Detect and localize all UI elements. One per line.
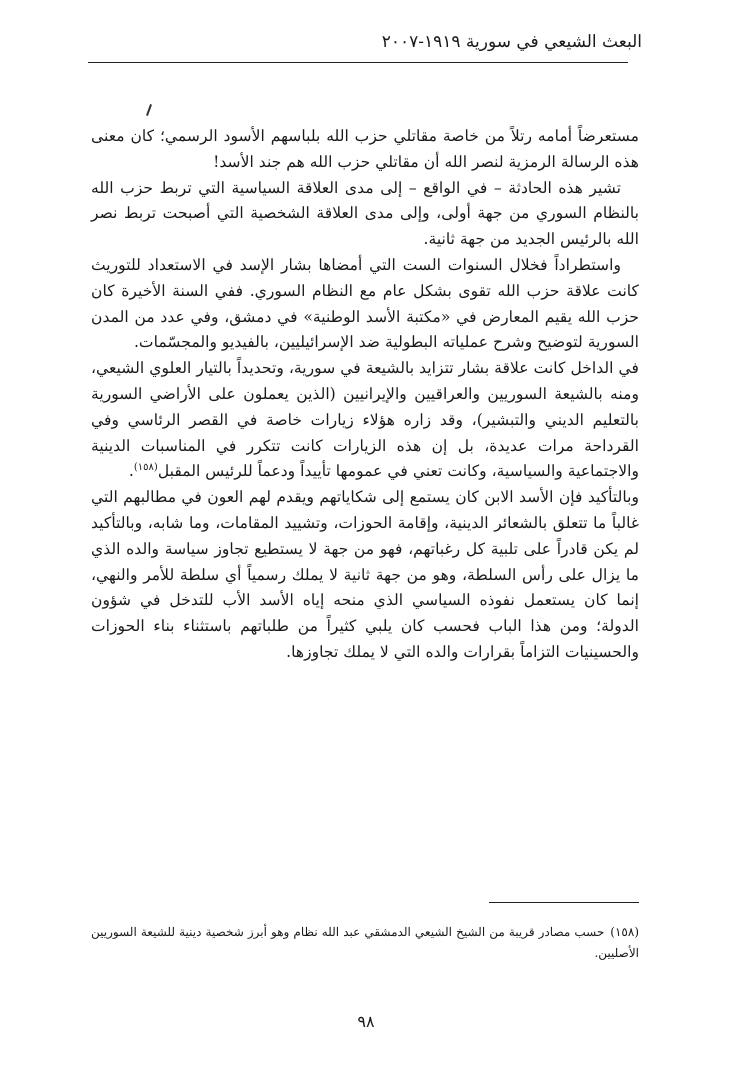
header-rule — [88, 62, 628, 63]
footnote-text: حسب مصادر قريبة من الشيخ الشيعي الدمشقي عبد الله نظام وهو أبرز شخصية دينية للشيعة السوريين الأصليين. — [91, 925, 639, 960]
page-number: ٩٨ — [357, 1012, 375, 1031]
footnote — [91, 922, 639, 964]
body-text — [91, 124, 639, 666]
footnote-rule — [489, 902, 639, 903]
paragraph-1: مستعرضاً أمامه رتلاً من خاصة مقاتلي حزب الله بلباسهم الأسود الرسمي؛ كان معنى هذه الرسالة الرمزية لنصر الله أن مقاتلي حزب الله هم جند الأسد! — [91, 127, 639, 171]
stray-pen-mark — [146, 104, 152, 116]
running-header: البعث الشيعي في سورية ١٩١٩-٢٠٠٧ — [381, 32, 642, 52]
footnote-reference[interactable]: (١٥٨) — [133, 462, 158, 474]
footnote-number: (١٥٨) — [610, 925, 639, 939]
paragraph-3: واستطراداً فخلال السنوات الست التي أمضاها بشار الإسد في الاستعداد للتوريث كانت علاقة حزب الله تقوى بشكل عام مع النظام السوري. ففي السنة الأخيرة كان حزب الله يقيم المعارض في «مكتبة الأسد الوطنية» في دمشق، وفي عدد من المدن السورية لتوضيح وشرح عملياته البطولية ضد الإسرائيليين، بالفيديو والمجسّمات. — [91, 255, 639, 352]
paragraph-4 — [91, 356, 639, 485]
paragraph-4-text: في الداخل كانت علاقة بشار تتزايد بالشيعة في سورية، وتحديداً بالتيار العلوي الشيعي، ومنه بالشيعة السوريين والعراقيين والإيرانيين (الذين يعملون على الأراضي السورية بالتعليم الديني والتبشير)، وقد زاره هؤلاء زيارات خاصة في القصر الرئاسي وفي القرداحة مرات عديدة، بل إن هذه الزيارات كانت تتكرر في المناسبات الدينية والاجتماعية والسياسية، وكانت تعني في عمومها تأييداً ودعماً للرئيس المقبل — [91, 359, 639, 481]
paragraph-2: تشير هذه الحادثة – في الواقع – إلى مدى العلاقة السياسية التي تربط حزب الله بالنظام السوري من جهة أولى، وإلى مدى العلاقة الشخصية التي أصبحت تربط نصر الله بالرئيس الجديد من جهة ثانية. — [91, 178, 639, 249]
paragraph-4-end: . — [128, 462, 134, 481]
paragraph-5: وبالتأكيد فإن الأسد الابن كان يستمع إلى شكاياتهم ويقدم لهم العون في مطالبهم التي غالباً ما تتعلق بالشعائر الدينية، وإقامة الحوزات، وتشييد المقامات، وما شابه، وبالتأكيد لم يكن قادراً على تلبية كل رغباتهم، فهو من جهة لا يستطيع تجاوز سياسة والده الذي ما يزال على رأس السلطة، وهو من جهة ثانية لا يملك رسمياً أي سلطة للأمر والنهي، إنما كان يستعمل نفوذه السياسي الذي منحه إياه الأسد الأب للتدخل في شؤون الدولة؛ ومن هذا الباب فحسب كان يلبي كثيراً من طلباتهم باستثناء بناء الحوزات والحسينيات التزاماً بقرارات والده التي لا يملك تجاوزها. — [91, 488, 639, 661]
